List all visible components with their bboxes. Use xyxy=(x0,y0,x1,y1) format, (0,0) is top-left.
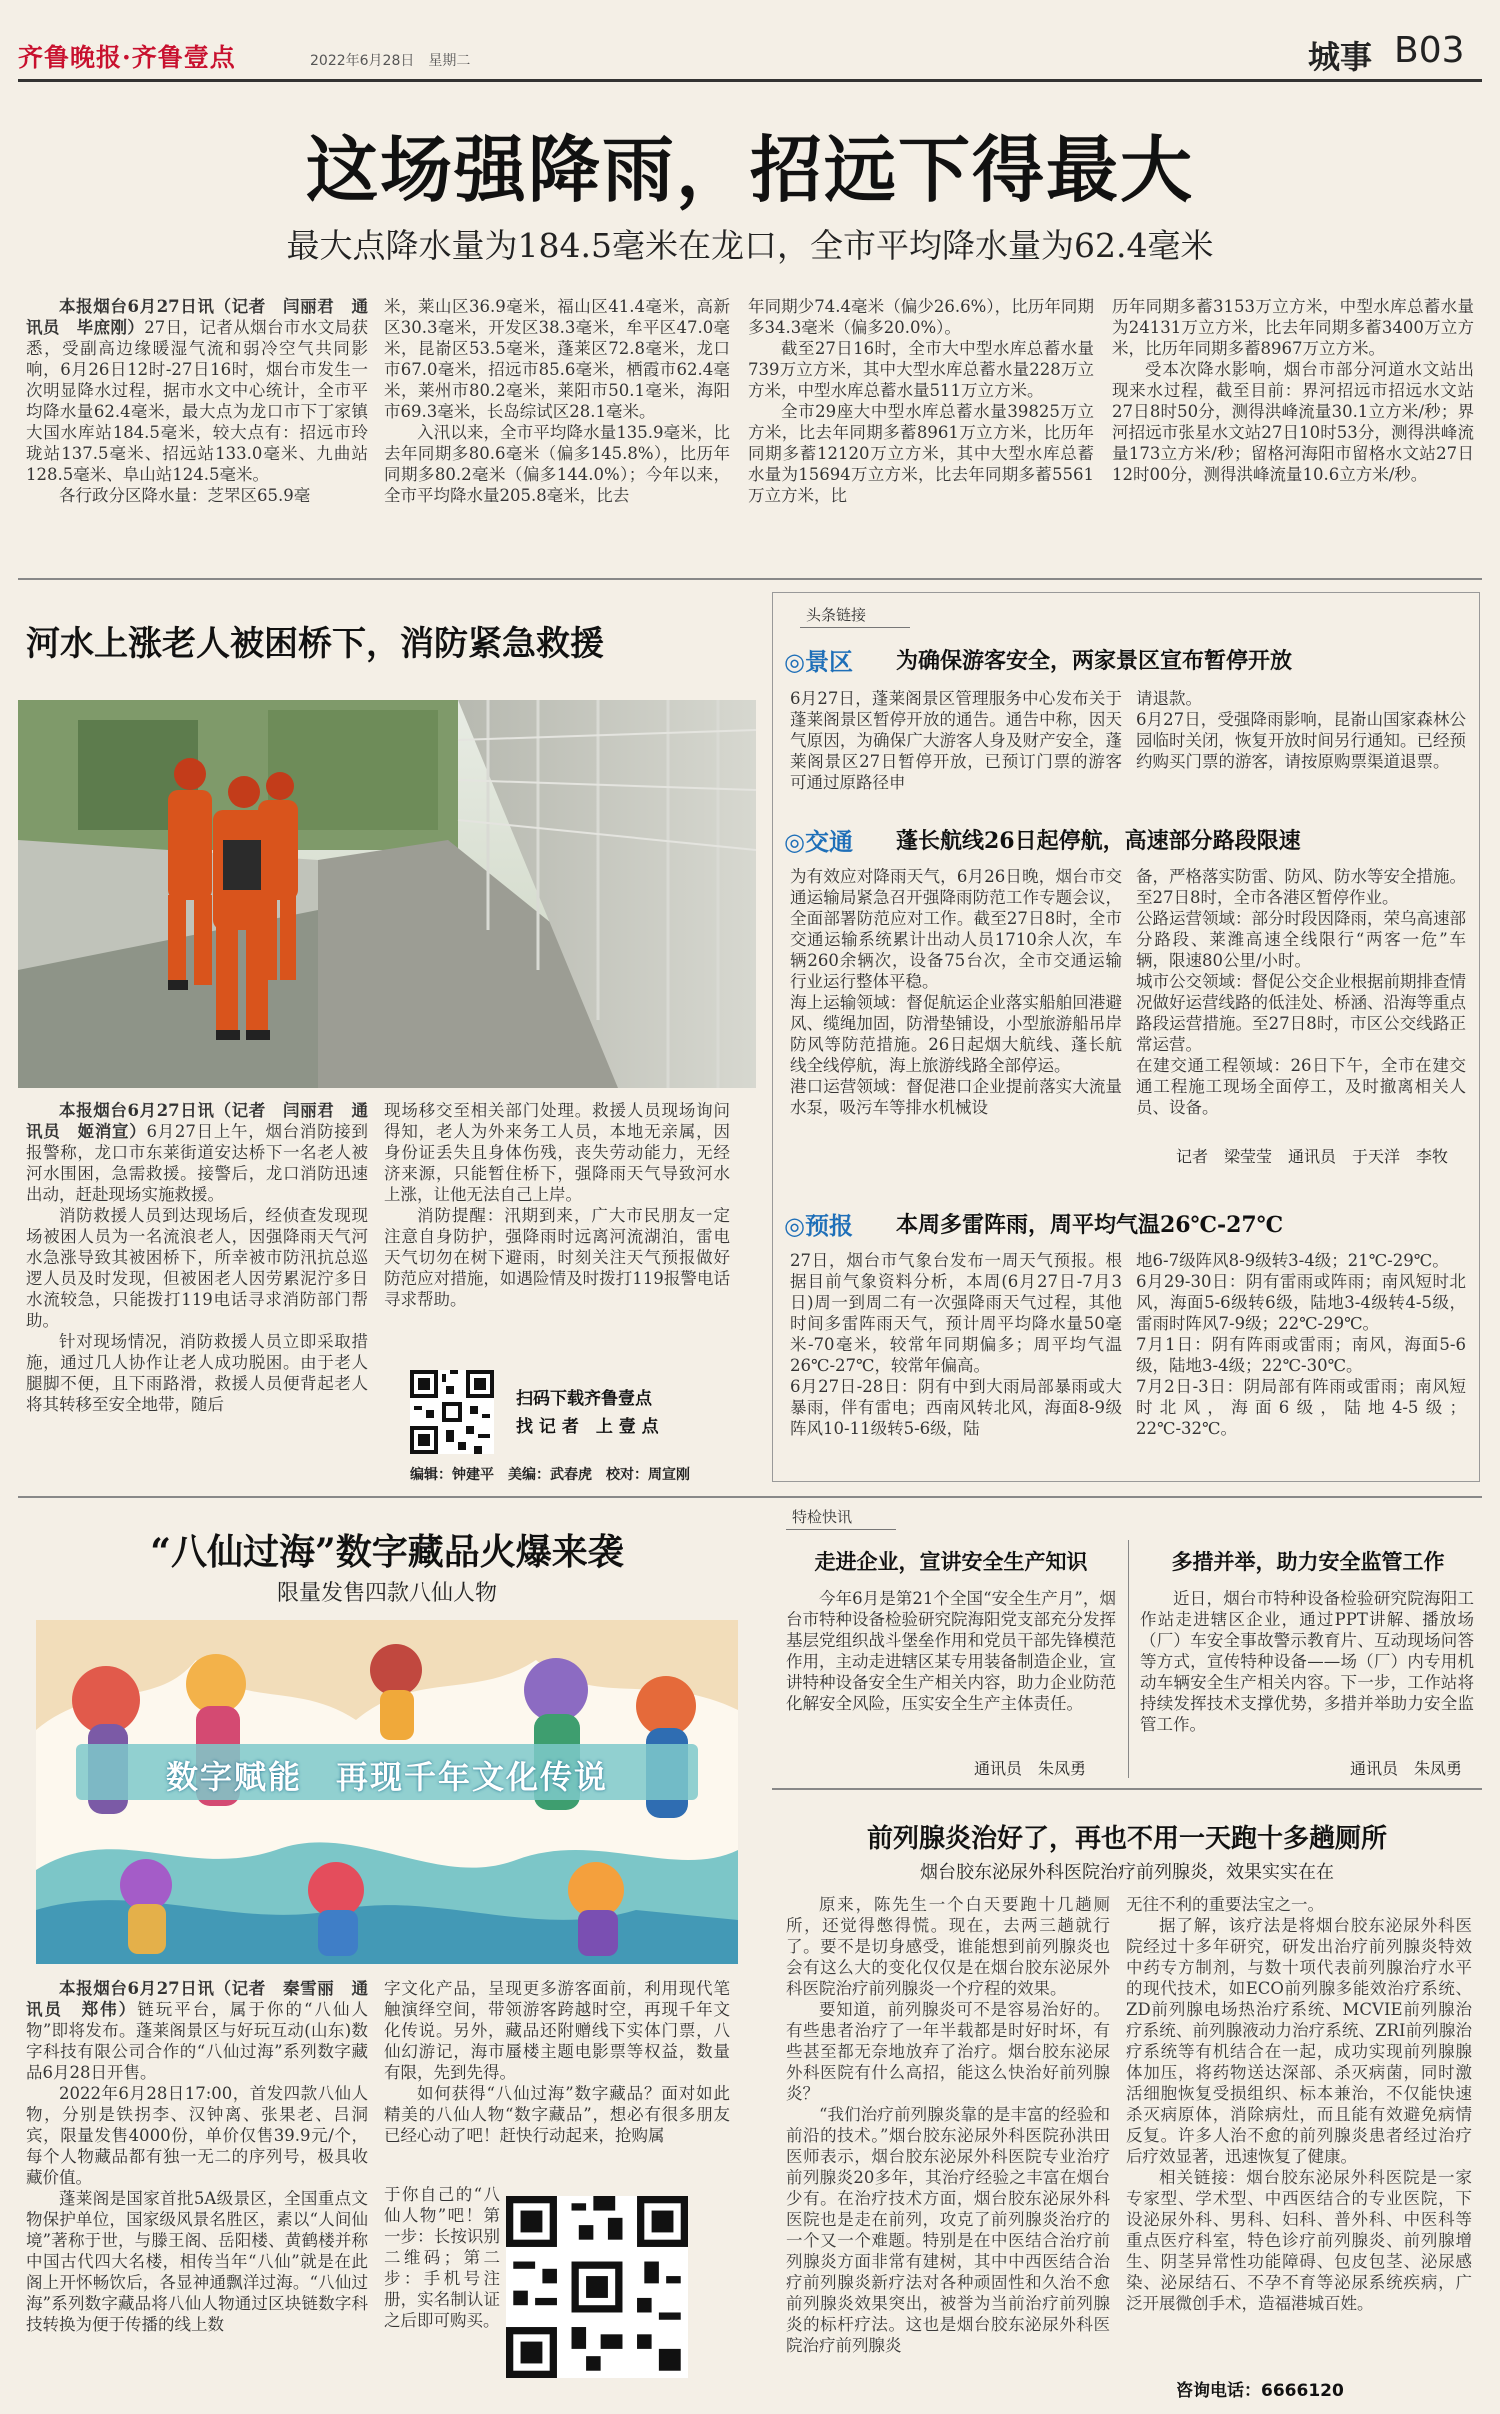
nft-qr-code[interactable] xyxy=(506,2196,688,2378)
hospital-text-1c: “我们治疗前列腺炎靠的是丰富的经验和前沿的技术。”烟台胶东泌尿外科医院孙洪田医师表示，烟台胶东泌尿外科医院专业治疗前列腺炎20多年，其治疗经验之丰富在烟台少有。在治疗技术方面，烟台胶东泌尿外科医院也是走在前列，攻克了前列腺炎治疗的一个又一个难题。特别是在中医结合治疗前列腺炎方面非常有建树，其中中西医结合治疗前列腺炎新疗法对各种顽固性和久治不愈前列腺炎效果突出，被誉为当前治疗前列腺炎的标杆疗法。这也是烟台胶东泌尿外科医院治疗前列腺炎 xyxy=(786,2105,1110,2355)
nft-column-2 xyxy=(384,1978,730,2182)
rescue-text-2b: 消防提醒：汛期到来，广大市民朋友一定注意自身防护，强降雨时远离河流湖泊，雷电天气切勿在树下避雨，时刻关注天气预报做好防范应对措施，如遇险情及时拨打119报警电话寻求帮助。 xyxy=(384,1206,730,1309)
inspect-right-text xyxy=(1140,1588,1474,1754)
hospital-text-1: 原来，陈先生一个白天要跑十几趟厕所，还觉得憋得慌。现在，去两三趟就行了。要不是切身感受，谁能想到前列腺炎也会有这么大的变化仅仅是在烟台胶东泌尿外科医院治疗前列腺炎一个疗程的效果。 xyxy=(786,1895,1110,1998)
nft-headline: “八仙过海”数字藏品火爆来袭 xyxy=(150,1531,624,1573)
nft-subhead: 限量发售四款八仙人物 xyxy=(276,1581,497,1606)
nft-banner-image xyxy=(36,1620,738,1964)
hospital-text-2: 无往不利的重要法宝之一。 xyxy=(1126,1895,1324,1914)
rescue-text-1: 6月27日上午，烟台消防接到报警称，龙口市东莱街道安达桥下一名老人被河水围困，急需救援。接警后，龙口消防迅速出动，赶赴现场实施救援。 xyxy=(26,1122,368,1204)
lead-column-4 xyxy=(1112,296,1474,566)
link-item-forecast xyxy=(784,1200,1472,1252)
inspect-right-title: 多措并举，助力安全监管工作 xyxy=(1171,1549,1445,1574)
forecast-title: 本周多雷阵雨，周平均气温26℃-27℃ xyxy=(896,1212,1284,1238)
inspect-left-title: 走进企业，宣讲安全生产知识 xyxy=(814,1549,1088,1574)
hospital-phone xyxy=(1176,2376,1344,2401)
nft-text-2: 字文化产品，呈现更多游客面前，利用现代笔触演绎空间，带领游客跨越时空，再现千年文化传说。另外，藏品还附赠线下实体门票，八仙幻游记，海市蜃楼主题电影票等权益，数量有限，先到先得。 xyxy=(384,1979,730,2082)
rescue-text-1c: 针对现场情况，消防救援人员立即采取措施，通过几人协作让老人成功脱困。由于老人腿脚不便，且下雨路滑，救援人员便背起老人将其转移至安全地带，随后 xyxy=(26,1332,368,1414)
download-qr-code[interactable] xyxy=(410,1370,494,1454)
lead-text-2: 米，莱山区36.9毫米，福山区41.4毫米，高新区30.3毫米，开发区38.3毫米，牟平区47.0毫米，昆嵛区53.5毫米，蓬莱区72.8毫米，龙口市67.0毫米，招远市85.6毫米，栖霞市62.4毫米，莱州市80.2毫米，莱阳市50.1毫米，海阳市69.3毫米，长岛综试区28.1毫米。 xyxy=(384,297,730,421)
nft-text-2b: 如何获得“八仙过海”数字藏品？面对如此精美的八仙人物“数字藏品”，想必有很多朋友已经心动了吧！赶快行动起来，抢购属 xyxy=(384,2084,730,2145)
nft-column-1 xyxy=(26,1978,368,2398)
hospital-text-2b: 据了解，该疗法是将烟台胶东泌尿外科医院经过十多年研究，研发出治疗前列腺炎特效中药专方制剂，与数十项代表前列腺治疗水平的现代技术，如ECO前列腺多能效治疗系统、ZD前列腺电场热治疗系统、MCVIE前列腺治疗系统、前列腺液动力治疗系统、ZRI前列腺治疗系统等有机结合在一起，成功实现前列腺腺体加压，将药物送达深部、杀灭病菌，同时激活细胞恢复受损组织、标本兼治，不仅能快速杀灭病原体，消除病灶，而且能有效避免病情反复。许多人治不愈的前列腺炎患者经过治疗后疗效显著，迅速恢复了健康。 xyxy=(1126,1916,1472,2166)
rescue-column-2 xyxy=(384,1100,730,1350)
hospital-column-2 xyxy=(1126,1894,1472,2372)
qr-caption-2: 找 记 者 上 壹 点 xyxy=(516,1417,659,1437)
forecast-text-right: 地6-7级阵风8-9级转3-4级；21℃-29℃。 6月29-30日：阴有雷雨或阵雨；南风短时北风，海面5-6级转6级，陆地3-4级转4-5级，雷雨时阵风7-9级；22℃-29℃。 7月1日：阴有阵雨或雷雨；南风，海面5-6级，陆地3-4级；22℃-30℃。 7月2日-3日：阴局部有阵雨或雷雨；南风短时北风，海面6级，陆地4-5级；22℃-32℃。 xyxy=(1136,1251,1466,1438)
page-credits: 编辑：钟建平 美编：武春虎 校对：周宣刚 xyxy=(410,1467,690,1483)
scenic-text-left: 6月27日，蓬莱阁景区管理服务中心发布关于蓬莱阁景区暂停开放的通告。通告中称，因天气原因，为确保广大游客人身及财产安全，蓬莱阁景区27日暂停开放，已预订门票的游客可通过原路径申 xyxy=(790,689,1122,792)
hospital-subhead: 烟台胶东泌尿外科医院治疗前列腺炎，效果实实在在 xyxy=(920,1862,1334,1883)
inspect-column-divider xyxy=(1128,1540,1129,1778)
rescue-byline: 本报烟台6月27日讯（记者 闫丽君 通讯员 姬消宣） xyxy=(26,1101,368,1141)
traffic-credit: 记者 梁莹莹 通讯员 于天洋 李牧 xyxy=(1176,1147,1449,1166)
lead-text-3b: 截至27日16时，全市大中型水库总蓄水量739万立方米，其中大型水库总蓄水量228万立方米，中型水库总蓄水量511万立方米。 xyxy=(748,339,1094,400)
traffic-text-right: 备，严格落实防雷、防风、防水等安全措施。至27日8时，全市各港区暂停作业。 公路运营领域：部分时段因降雨，荣乌高速部分路段、莱潍高速全线限行“两客一危”车辆，限速80公里/小时。 城市公交领域：督促公交企业根据前期排查情况做好运营线路的低洼处、桥涵、沿海等重点路段运营措施。至27日8时，市区公交线路正常运营。 在建交通工程领域：26日下午，全市在建交通工程施工现场全面停工，及时撤离相关人员、设备。 xyxy=(1136,867,1466,1117)
forecast-text-left: 27日，烟台市气象台发布一周天气预报。根据目前气象资料分析，本周(6月27日-7月3日)周一到周二有一次强降雨天气过程，其他时间多雷阵雨天气，预计周平均降水量50毫米-70毫米，较常年同期偏多；周平均气温26℃-27℃，较常年偏高。 6月27日-28日：阴有中到大雨局部暴雨或大暴雨，伴有雷电；西南风转北风，海面8-9级阵风10-11级转5-6级，陆 xyxy=(790,1251,1122,1438)
forecast-category: ◎预报 xyxy=(784,1212,853,1240)
scenic-text-right: 请退款。 6月27日，受强降雨影响，昆嵛山国家森林公园临时关闭，恢复开放时间另行通知。已经预约购买门票的游客，请按原购票渠道退票。 xyxy=(1136,689,1466,771)
nft-column-2-lower: 于你自己的“八仙人物”吧！第一步：长按识别二维码；第二步：手机号注册，实名制认证之后即可购买。 xyxy=(384,2185,500,2330)
lead-column-2 xyxy=(384,296,730,566)
lead-text-3c: 全市29座大中型水库总蓄水量39825万立方米，比去年同期多蓄8961万立方米，比历年同期多蓄12120万立方米，其中大型水库总蓄水量为15694万立方米，比去年同期多蓄5561万立方米，比 xyxy=(748,402,1094,505)
page-number: B03 xyxy=(1394,30,1465,71)
rescue-photo xyxy=(18,700,756,1088)
nft-banner-text: 数字赋能 再现千年文化传说 xyxy=(165,1758,608,1796)
inspect-right-credit: 通讯员 朱凤勇 xyxy=(1350,1759,1463,1778)
nft-text-1: 链玩平台，属于你的“八仙人物”即将发布。蓬莱阁景区与好玩互动(山东)数字科技有限公司合作的“八仙过海”系列数字藏品6月28日开售。 xyxy=(26,2000,368,2082)
masthead-rule xyxy=(18,79,1482,82)
phone-label: 咨询电话： xyxy=(1176,2381,1261,2401)
headline-links-tag: 头条链接 xyxy=(800,604,910,628)
inspect-left-credit: 通讯员 朱凤勇 xyxy=(974,1759,1087,1778)
scenic-title: 为确保游客安全，两家景区宣布暂停开放 xyxy=(896,648,1293,674)
nft-text-1b: 2022年6月28日17:00，首发四款八仙人物，分别是铁拐李、汉钟离、张果老、吕洞宾，限量发售4000份，单价仅售39.9元/个，每个人物藏品都有独一无二的序列号，极具收藏价值。 xyxy=(26,2084,368,2187)
rescue-column-1 xyxy=(26,1100,368,1472)
nft-text-1c: 蓬莱阁是国家首批5A级景区，全国重点文物保护单位，国家级风景名胜区，素以“人间仙境”著称于世，与滕王阁、岳阳楼、黄鹤楼并称中国古代四大名楼，相传当年“八仙”就是在此阁上开怀畅饮后，各显神通飘洋过海。“八仙过海”系列数字藏品将八仙人物通过区块链数字科技转换为便于传播的线上数 xyxy=(26,2189,368,2334)
lead-text-3: 年同期少74.4毫米（偏少26.6%），比历年同期多34.3毫米（偏多20.0%）。 xyxy=(748,297,1094,337)
link-item-traffic xyxy=(784,816,1472,868)
hospital-text-1b: 要知道，前列腺炎可不是容易治好的。有些患者治疗了一年半载都是时好时坏，有些甚至都无奈地放弃了治疗。烟台胶东泌尿外科医院有什么高招，能这么快治好前列腺炎？ xyxy=(786,2000,1110,2103)
scenic-category: ◎景区 xyxy=(784,648,853,676)
nft-byline: 本报烟台6月27日讯（记者 秦雪丽 通讯员 郑伟） xyxy=(26,1979,368,2019)
mid-divider xyxy=(18,1496,1482,1498)
hospital-headline: 前列腺炎治好了，再也不用一天跑十多趟厕所 xyxy=(866,1824,1387,1854)
traffic-category: ◎交通 xyxy=(784,828,853,856)
hospital-column-1 xyxy=(786,1894,1110,2400)
inspect-left-body: 今年6月是第21个全国“安全生产月”，烟台市特种设备检验研究院海阳党支部充分发挥基层党组织战斗堡垒作用和党员干部先锋模范作用，主动走进辖区某专用装备制造企业，宣讲特种设备安全生产相关内容，助力企业防范化解安全风险，压实安全生产主体责任。 xyxy=(786,1589,1116,1713)
lead-subhead: 最大点降水量为184.5毫米在龙口，全市平均降水量为62.4毫米 xyxy=(286,226,1214,265)
lead-text-4: 历年同期多蓄3153万立方米，中型水库总蓄水量为24131万立方米，比去年同期多蓄3400万立方米，比历年同期多蓄8967万立方米。 xyxy=(1112,297,1474,358)
section-name: 城事 xyxy=(1308,38,1373,76)
inspect-tag: 特检快讯 xyxy=(786,1506,896,1530)
lead-text-1: 27日，记者从烟台市水文局获悉，受副高边缘暖湿气流和弱冷空气共同影响，6月26日12时-27日16时，烟台市发生一次明显降水过程，据市水文中心统计，全市平均降水量62.4毫米，最大点为龙口市下丁家镇大国水库站184.5毫米，较大点有：招远市玲珑站137.5毫米、招远站133.0毫米、九曲站128.5毫米、阜山站124.5毫米。 xyxy=(26,318,368,484)
hospital-text-2c: 相关链接：烟台胶东泌尿外科医院是一家专家型、学术型、中西医结合的专业医院，下设泌尿外科、男科、妇科、普外科、中医科等重点医疗科室，特色诊疗前列腺炎、前列腺增生、阴茎异常性功能障碍、包皮包茎、泌尿感染、泌尿结石、不孕不育等泌尿系统疾病，广泛开展微创手术，造福港城百姓。 xyxy=(1126,2168,1472,2313)
lead-column-1 xyxy=(26,296,368,566)
phone-number: 6666120 xyxy=(1261,2381,1344,2401)
inspect-left-text xyxy=(786,1588,1116,1754)
lead-text-2b: 入汛以来，全市平均降水量135.9毫米，比去年同期多80.6毫米（偏多145.8%），比历年同期多80.2毫米（偏多144.0%）；今年以来，全市平均降水量205.8毫米，比去 xyxy=(384,423,730,505)
qr-caption-1: 扫码下载齐鲁壹点 xyxy=(516,1389,652,1409)
rescue-headline: 河水上涨老人被困桥下，消防紧急救援 xyxy=(26,624,604,664)
lead-text-1b: 各行政分区降水量：芝罘区65.9毫 xyxy=(59,486,311,505)
rescue-text-2: 现场移交至相关部门处理。救援人员现场询问得知，老人为外来务工人员，本地无亲属，因身份证丢失且身体伤残，丧失劳动能力，无经济来源，只能暂住桥下，强降雨天气导致河水上涨，让他无法自己上岸。 xyxy=(384,1101,730,1204)
issue-date: 2022年6月28日 星期二 xyxy=(310,53,471,69)
traffic-text-left: 为有效应对降雨天气，6月26日晚，烟台市交通运输局紧急召开强降雨防范工作专题会议，全面部署防范应对工作。截至27日8时，全市交通运输系统累计出动人员1710余人次，车辆260余辆次，设备75台次，全市交通运输行业运行整体平稳。 海上运输领域：督促航运企业落实船舶回港避风、缆绳加固，防滑垫铺设，小型旅游船吊岸防风等防范措施。26日起烟大航线、蓬长航线全线停航，海上旅游线路全部停运。 港口运营领域：督促港口企业提前落实大流量水泵，吸污车等排水机械设 xyxy=(790,867,1122,1117)
lead-divider xyxy=(18,578,1482,580)
lead-text-4b: 受本次降水影响，烟台市部分河道水文站出现来水过程，截至目前：界河招远市招远水文站27日8时50分，测得洪峰流量30.1立方米/秒；界河招远市张星水文站27日10时53分，测得洪峰流量173立方米/秒；留格河海阳市留格水文站27日12时00分，测得洪峰流量10.6立方米/秒。 xyxy=(1112,360,1474,484)
hospital-divider xyxy=(772,1788,1482,1790)
rescue-text-1b: 消防救援人员到达现场后，经侦查发现现场被困人员为一名流浪老人，因强降雨天气河水急涨导致其被困桥下，所幸被市防汛抗总巡逻人员及时发现，但被困老人因劳累泥泞多日水流较急，只能拨打119电话寻求消防部门帮助。 xyxy=(26,1206,368,1330)
inspect-right-body: 近日，烟台市特种设备检验研究院海阳工作站走进辖区企业，通过PPT讲解、播放场（厂）车安全事故警示教育片、互动现场问答等方式，宣传特种设备——场（厂）内专用机动车辆安全生产相关内容。下一步，工作站将持续发挥技术支撑优势，多措并举助力安全监管工作。 xyxy=(1140,1589,1474,1734)
link-item-scenic xyxy=(784,636,1472,688)
masthead xyxy=(18,18,1482,78)
newspaper-logo: 齐鲁晚报·齐鲁壹点 xyxy=(18,43,236,72)
traffic-title: 蓬长航线26日起停航，高速部分路段限速 xyxy=(896,828,1301,854)
lead-headline: 这场强降雨，招远下得最大 xyxy=(305,127,1194,212)
lead-byline: 本报烟台6月27日讯（记者 闫丽君 通讯员 毕庶刚） xyxy=(26,297,368,337)
lead-column-3 xyxy=(748,296,1094,566)
